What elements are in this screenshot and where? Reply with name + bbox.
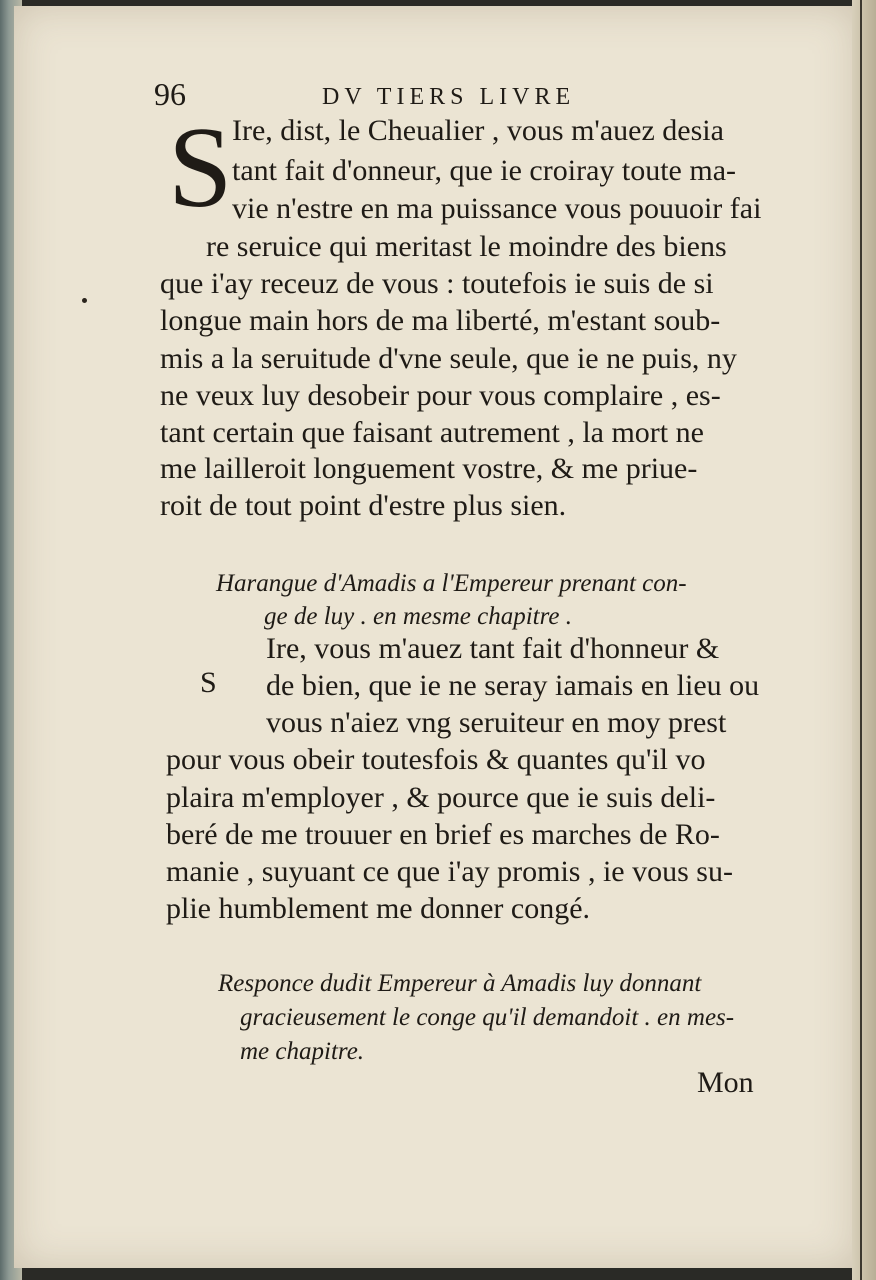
text-line: Ire, vous m'auez tant fait d'honneur & bbox=[266, 632, 720, 665]
rubric-line: gracieusement le conge qu'il demandoit . en mes- bbox=[240, 1004, 735, 1031]
rubric-line: ge de luy . en mesme chapitre . bbox=[264, 603, 572, 630]
text-line: longue main hors de ma liberté, m'estant soub- bbox=[160, 304, 721, 337]
text-line: tant fait d'onneur, que ie croiray toute ma- bbox=[232, 154, 737, 187]
text-line: Ire, dist, le Cheualier , vous m'auez desia bbox=[232, 114, 724, 147]
text-line: manie , suyuant ce que i'ay promis , ie vous su- bbox=[166, 855, 733, 888]
page-number: 96 bbox=[154, 76, 186, 112]
page-fore-edge bbox=[852, 0, 876, 1280]
initial-letter: S bbox=[200, 666, 217, 699]
page-divider bbox=[860, 0, 862, 1280]
text-line: re seruice qui meritast le moindre des biens bbox=[206, 230, 727, 263]
text-line: mis a la seruitude d'vne seule, que ie ne puis, ny bbox=[160, 342, 737, 375]
rubric-line: Harangue d'Amadis a l'Empereur prenant con- bbox=[216, 570, 687, 597]
ink-mark bbox=[82, 298, 87, 303]
text-line: plaira m'employer , & pource que ie suis deli- bbox=[166, 781, 716, 814]
text-line: me lailleroit longuement vostre, & me priue- bbox=[160, 452, 698, 485]
text-line: beré de me trouuer en brief es marches de Ro- bbox=[166, 818, 720, 851]
text-line: de bien, que ie ne seray iamais en lieu ou bbox=[266, 669, 760, 702]
text-line: vous n'aiez vng seruiteur en moy prest bbox=[266, 706, 727, 739]
drop-cap: S bbox=[168, 104, 233, 232]
text-line: roit de tout point d'estre plus sien. bbox=[160, 489, 567, 522]
running-head: DV TIERS LIVRE bbox=[322, 84, 576, 110]
text-line: que i'ay receuz de vous : toutefois ie suis de si bbox=[160, 267, 714, 300]
catchword: Mon bbox=[697, 1066, 754, 1099]
text-line: ne veux luy desobeir pour vous complaire , es- bbox=[160, 379, 721, 412]
text-line: tant certain que faisant autrement , la mort ne bbox=[160, 416, 704, 449]
text-line: vie n'estre en ma puissance vous pouuoir fai bbox=[232, 192, 762, 225]
text-line: plie humblement me donner congé. bbox=[166, 892, 591, 925]
rubric-line: Responce dudit Empereur à Amadis luy donnant bbox=[218, 970, 702, 997]
rubric-line: me chapitre. bbox=[240, 1038, 365, 1065]
text-line: pour vous obeir toutesfois & quantes qu'il vo bbox=[166, 743, 706, 776]
